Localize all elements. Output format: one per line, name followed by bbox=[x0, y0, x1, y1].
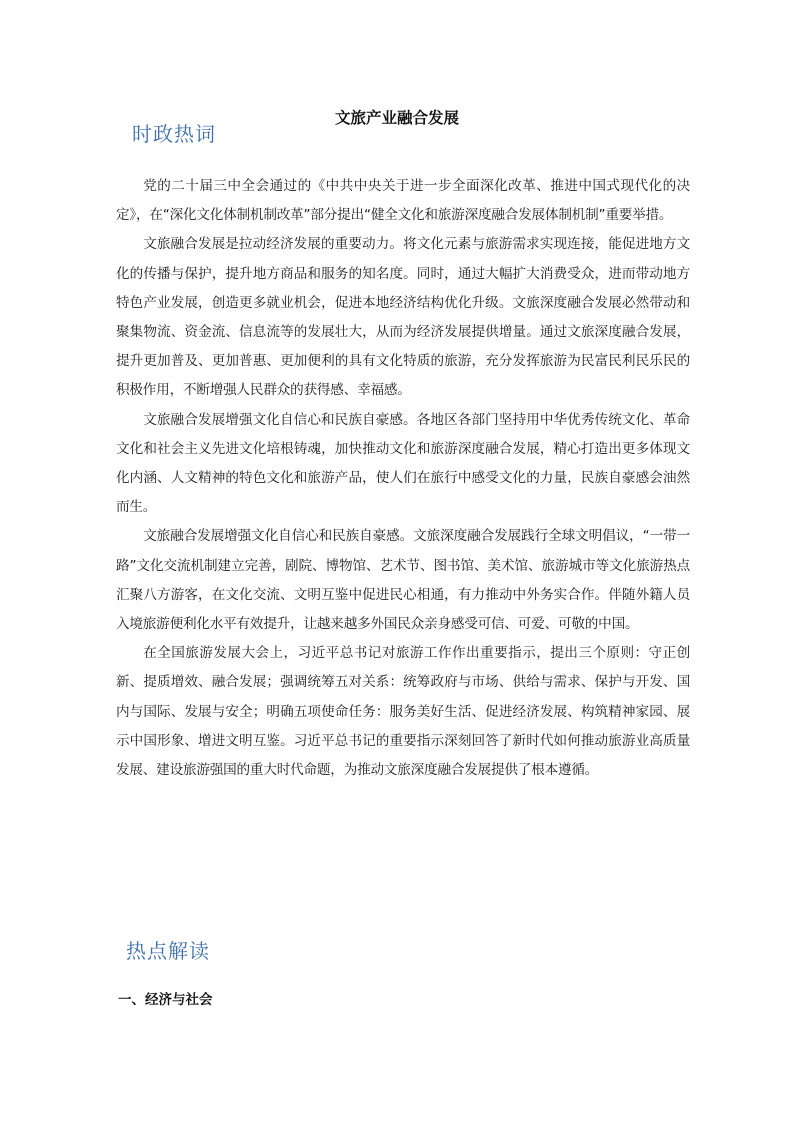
paragraph-5: 在全国旅游发展大会上，习近平总书记对旅游工作作出重要指示，提出三个原则：守正创新、提质增效、融合发展；强调统筹五对关系：统筹政府与市场、供给与需求、保护与开发、国内与国际、发展与安全；明确五项使命任务：服务美好生活、促进经济发展、构筑精神家园、展示中国形象、增进文明互鉴。习近平总书记的重要指示深刻回答了新时代如何推动旅游业高质量发展、建设旅游强国的重大时代命题，为推动文旅深度融合发展提供了根本遵循。 bbox=[116, 645, 690, 779]
subheading-economy-society: 一、经济与社会 bbox=[118, 992, 213, 1008]
section-heading-current-affairs-terms: 时政热词 bbox=[132, 122, 216, 146]
document-title: 文旅产业融合发展 bbox=[334, 108, 459, 127]
document-body bbox=[116, 172, 690, 785]
paragraph-2: 文旅融合发展是拉动经济发展的重要动力。将文化元素与旅游需求实现连接，能促进地方文化的传播与保护，提升地方商品和服务的知名度。同时，通过大幅扩大消费受众，进而带动地方特色产业发展，创造更多就业机会，促进本地经济结构优化升级。文旅深度融合发展必然带动和聚集物流、资金流、信息流等的发展壮大，从而为经济发展提供增量。通过文旅深度融合发展，提升更加普及、更加普惠、更加便利的具有文化特质的旅游，充分发挥旅游为民富民利民乐民的积极作用，不断增强人民群众的获得感、幸福感。 bbox=[116, 236, 690, 399]
paragraph-3: 文旅融合发展增强文化自信心和民族自豪感。各地区各部门坚持用中华优秀传统文化、革命文化和社会主义先进文化培根铸魂，加快推动文化和旅游深度融合发展，精心打造出更多体现文化内涵、人文精神的特色文化和旅游产品，使人们在旅行中感受文化的力量，民族自豪感会油然而生。 bbox=[116, 411, 690, 516]
section-heading-hot-topic-analysis: 热点解读 bbox=[126, 939, 210, 963]
paragraph-1: 党的二十届三中全会通过的《中共中央关于进一步全面深化改革、推进中国式现代化的决定》，在“深化文化体制机制改革”部分提出“健全文化和旅游深度融合发展体制机制”重要举措。 bbox=[116, 178, 690, 224]
paragraph-4: 文旅融合发展增强文化自信心和民族自豪感。文旅深度融合发展践行全球文明倡议，“一带一路”文化交流机制建立完善，剧院、博物馆、艺术节、图书馆、美术馆、旅游城市等文化旅游热点汇聚八方游客，在文化交流、文明互鉴中促进民心相通，有力推动中外务实合作。伴随外籍人员入境旅游便利化水平有效提升，让越来越多外国民众亲身感受可信、可爱、可敬的中国。 bbox=[116, 528, 690, 633]
